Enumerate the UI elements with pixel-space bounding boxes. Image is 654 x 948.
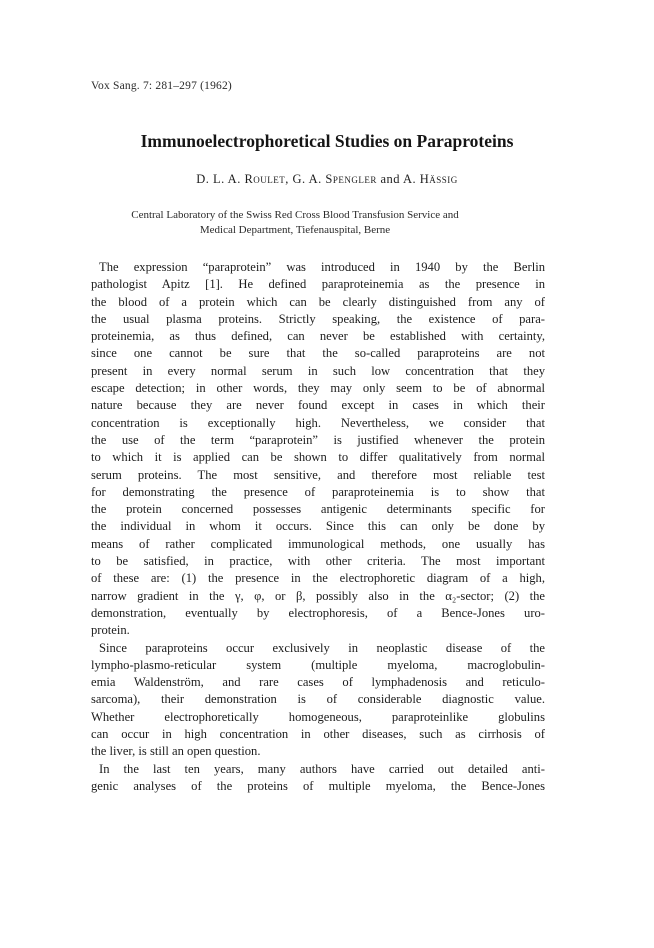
body-text-line: proteinemia, as thus defined, can never be established with certainty, [91, 329, 545, 344]
body-text-line: demonstration, eventually by electrophoresis, of a Bence-Jones uro- [91, 605, 545, 620]
article-body [91, 259, 545, 795]
body-text-line: the protein concerned possesses antigenic determinants specific for [91, 502, 545, 517]
body-text-line: to which it is applied can be shown to differ qualitatively from normal [91, 450, 545, 465]
body-text-line: the usual plasma proteins. Strictly speaking, the existence of para- [91, 311, 545, 326]
author-1-surname: Roulet [244, 172, 286, 186]
body-text-line: to be satisfied, in practice, with other criteria. The most important [91, 554, 545, 569]
author-affiliation [0, 208, 590, 238]
affiliation-line: Central Laboratory of the Swiss Red Cross Blood Transfusion Service and [131, 209, 459, 221]
body-text-line: the liver, is still an open question. [91, 744, 261, 759]
body-text-line: protein. [91, 623, 130, 638]
author-separator-1: , G. A. [285, 172, 326, 186]
body-text-line: narrow gradient in the γ, φ, or β, possibly also in the α₂-sector; (2) the [91, 588, 545, 603]
article-title: Immunoelectrophoretical Studies on Paraproteins [140, 131, 514, 151]
journal-citation: Vox Sang. 7: 281–297 (1962) [91, 80, 232, 92]
article-authors [0, 172, 654, 187]
body-text-line: emia Waldenström, and rare cases of lymphadenosis and reticulo- [91, 675, 545, 690]
body-text-line: the blood of a protein which can be clearly distinguished from any of [91, 294, 545, 309]
affiliation-line: Medical Department, Tiefenauspital, Berne [199, 224, 391, 236]
author-1-initials: D. L. A. [196, 172, 245, 186]
body-text-line: for demonstrating the presence of paraproteinemia is to show that [91, 484, 545, 499]
body-text-line: can occur in high concentration in other diseases, such as cirrhosis of [91, 727, 545, 742]
body-text-line: genic analyses of the proteins of multiple myeloma, the Bence-Jones [91, 778, 545, 793]
body-text-line: pathologist Apitz [1]. He defined paraproteinemia as the presence in [91, 277, 545, 292]
body-text-line: the individual in whom it occurs. Since this can only be done by [91, 519, 545, 534]
body-text-line: concentration is exceptionally high. Nevertheless, we consider that [91, 415, 545, 430]
body-text-line: means of rather complicated immunological methods, one usually has [91, 536, 545, 551]
author-3-surname: Hässig [419, 172, 458, 186]
body-text-line: sarcoma), their demonstration is of considerable diagnostic value. [91, 692, 545, 707]
body-text-line: present in every normal serum in such low concentration that they [91, 363, 545, 378]
author-2-surname: Spengler [325, 172, 377, 186]
author-separator-2: and A. [376, 172, 420, 186]
body-text-line: since one cannot be sure that the so-called paraproteins are not [91, 346, 545, 361]
body-text-line: Whether electrophoretically homogeneous, paraproteinlike globulins [91, 709, 545, 724]
body-text-line: nature because they are never found except in cases in which their [91, 398, 545, 413]
body-text-line: Since paraproteins occur exclusively in neoplastic disease of the [99, 640, 545, 655]
body-text-line: lympho-plasmo-reticular system (multiple myeloma, macroglobulin- [91, 657, 545, 672]
body-text-line: The expression “paraprotein” was introduced in 1940 by the Berlin [99, 260, 545, 274]
body-text-line: escape detection; in other words, they may only seem to be of abnormal [91, 381, 545, 396]
body-text-line: of these are: (1) the presence in the electrophoretic diagram of a high, [91, 571, 545, 586]
body-text-line: In the last ten years, many authors have carried out detailed anti- [99, 761, 545, 776]
body-text-line: serum proteins. The most sensitive, and therefore most reliable test [91, 467, 545, 482]
body-text-line: the use of the term “paraprotein” is justified whenever the protein [91, 432, 545, 447]
